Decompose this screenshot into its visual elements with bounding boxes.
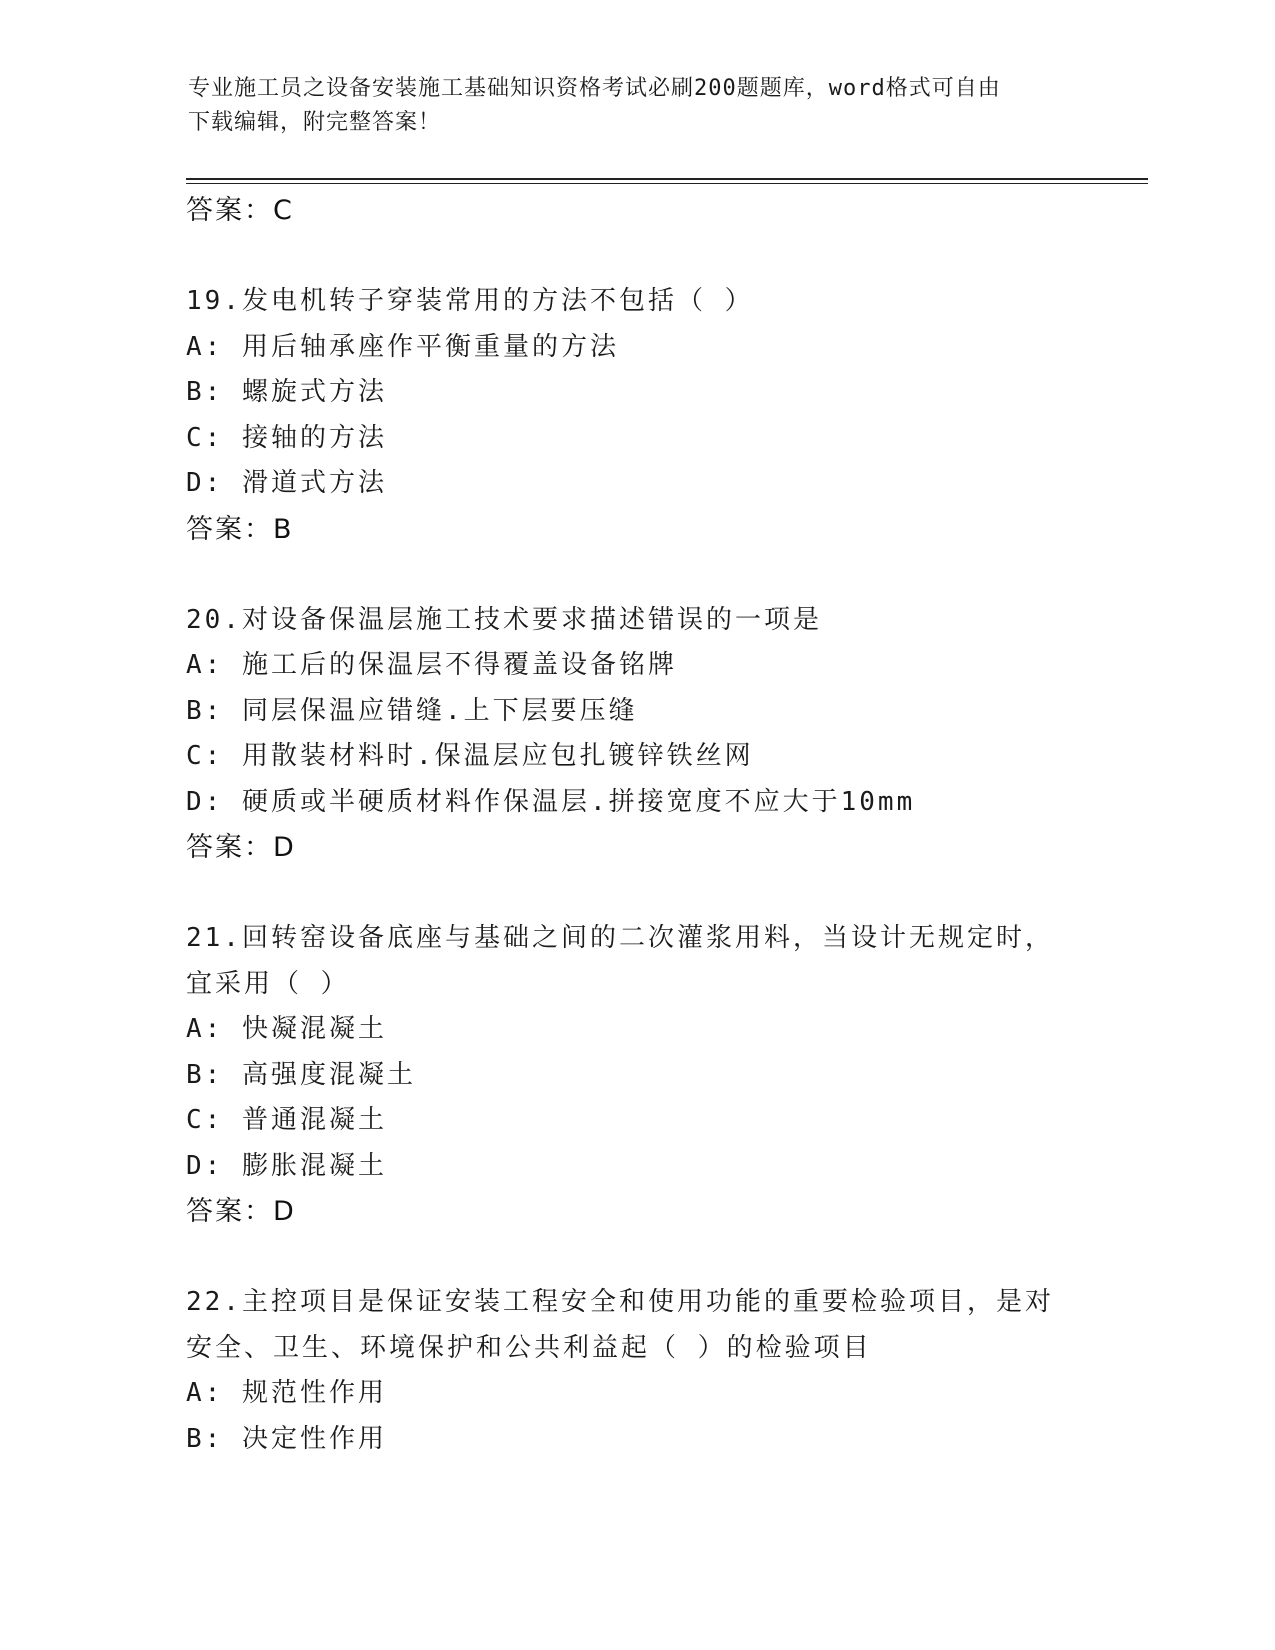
option-c: C: 接轴的方法 xyxy=(186,422,387,453)
question-21 xyxy=(186,916,1086,1235)
option-c: C: 用散装材料时.保温层应包扎镀锌铁丝网 xyxy=(186,741,754,771)
option-a: A: 规范性作用 xyxy=(186,1378,387,1408)
question-20 xyxy=(186,598,1086,871)
spacer xyxy=(186,234,1086,280)
header-line-2: 下载编辑，附完整答案！ xyxy=(188,110,442,135)
option-d: D: 硬质或半硬质材料作保温层.拼接宽度不应大于10mm xyxy=(186,786,916,817)
option-a: A: 快凝混凝土 xyxy=(186,1014,387,1044)
answer-previous: 答案：C xyxy=(186,195,294,226)
option-b: B: 高强度混凝土 xyxy=(186,1059,416,1090)
option-b: B: 决定性作用 xyxy=(186,1423,387,1454)
spacer xyxy=(186,1235,1086,1281)
question-list xyxy=(186,188,1086,1462)
option-a: A: 用后轴承座作平衡重量的方法 xyxy=(186,331,619,362)
answer: 答案：B xyxy=(186,513,294,545)
header-divider-thin xyxy=(186,183,1148,184)
spacer xyxy=(186,552,1086,598)
question-19 xyxy=(186,279,1086,552)
option-d: D: 膨胀混凝土 xyxy=(186,1150,387,1181)
option-b: B: 同层保温应错缝.上下层要压缝 xyxy=(186,695,638,726)
document-header xyxy=(188,72,1068,140)
option-d: D: 滑道式方法 xyxy=(186,468,387,498)
option-b: B: 螺旋式方法 xyxy=(186,377,387,407)
answer: 答案：D xyxy=(186,1196,296,1227)
spacer xyxy=(186,871,1086,917)
question-stem: 22.主控项目是保证安装工程安全和使用功能的重要检验项目，是对安全、卫生、环境保护和公共利益起（ ）的检验项目 xyxy=(186,1287,1054,1363)
header-divider-thick xyxy=(186,178,1148,180)
question-22 xyxy=(186,1280,1086,1462)
question-stem: 19.发电机转子穿装常用的方法不包括（ ） xyxy=(186,286,754,316)
question-stem: 21.回转窑设备底座与基础之间的二次灌浆用料，当设计无规定时，宜采用（ ） xyxy=(186,923,1054,999)
option-a: A: 施工后的保温层不得覆盖设备铭牌 xyxy=(186,650,677,680)
header-line-1: 专业施工员之设备安装施工基础知识资格考试必刷200题题库，word格式可自由 xyxy=(188,76,1001,101)
answer: 答案：D xyxy=(186,832,296,863)
question-stem: 20.对设备保温层施工技术要求描述错误的一项是 xyxy=(186,604,822,635)
option-c: C: 普通混凝土 xyxy=(186,1105,387,1135)
